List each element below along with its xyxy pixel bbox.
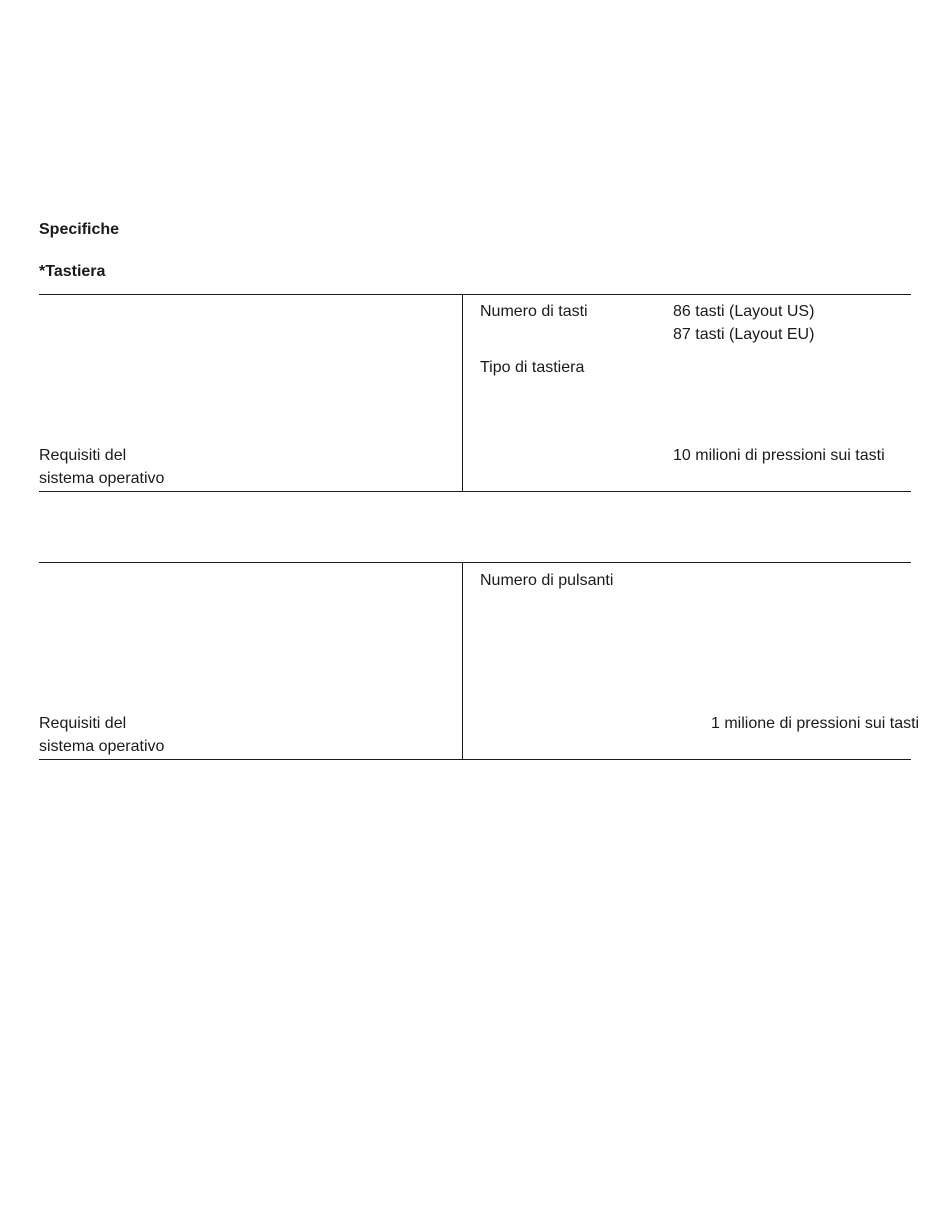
button-durability-value: 1 milione di pressioni sui tasti — [711, 715, 920, 732]
table-top-rule — [39, 294, 911, 295]
os-requirements-label-line1: Requisiti del — [39, 447, 127, 464]
column-divider — [462, 563, 463, 760]
keyboard-type-label: Tipo di tastiera — [480, 359, 585, 376]
os-requirements-label-line2: sistema operativo — [39, 470, 165, 487]
table-bottom-rule — [39, 491, 911, 492]
column-divider — [462, 295, 463, 492]
os-requirements-label-line2: sistema operativo — [39, 738, 165, 755]
page-title: Specifiche — [39, 221, 120, 238]
number-of-keys-label: Numero di tasti — [480, 303, 588, 320]
section-title-keyboard: *Tastiera — [39, 263, 106, 280]
table-bottom-rule — [39, 759, 911, 760]
number-of-buttons-label: Numero di pulsanti — [480, 572, 614, 589]
number-of-keys-value-us: 86 tasti (Layout US) — [673, 303, 815, 320]
table-top-rule — [39, 562, 911, 563]
number-of-keys-value-eu: 87 tasti (Layout EU) — [673, 326, 815, 343]
os-requirements-label-line1: Requisiti del — [39, 715, 127, 732]
key-durability-value: 10 milioni di pressioni sui tasti — [673, 447, 885, 464]
